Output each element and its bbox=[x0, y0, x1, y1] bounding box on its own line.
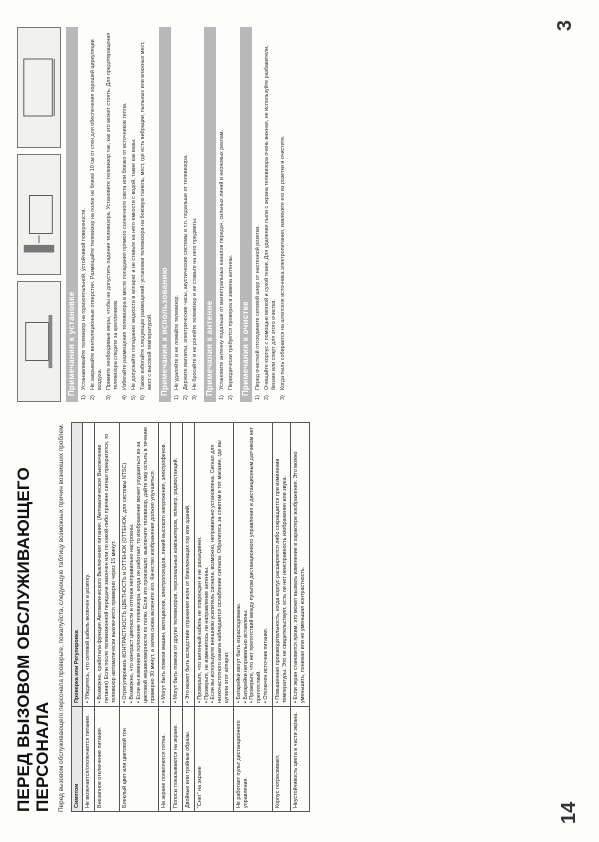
section-body bbox=[216, 27, 235, 402]
item-number: 1) bbox=[174, 395, 180, 400]
item-text: Когда пыль собирается на штепселе источника электропитания, извлеките его из розетки и очистите. bbox=[280, 135, 286, 390]
table-header-row bbox=[72, 423, 83, 812]
check-item: • Могут быть помехи машин, мотоциклов, электропоездов, линий высокого напряжения, электрофенов. bbox=[161, 426, 168, 703]
table-row bbox=[272, 423, 291, 812]
page-title bbox=[14, 422, 52, 812]
check-list bbox=[293, 426, 307, 703]
item-text: Периодически требуется проверка и замена антенны. bbox=[228, 254, 234, 390]
numbered-item bbox=[264, 29, 278, 400]
symptom-cell: Неустойчивость цвета в части экрана. bbox=[291, 706, 310, 811]
item-text: Не допускайте попадания жидкости в аппарат и не ставьте на него емкости с водой, такие как вазы. bbox=[131, 138, 137, 390]
check-item: • Это может быть вследствие отражения волн от близлежащих гор или зданий. bbox=[185, 426, 192, 703]
notes-sections bbox=[66, 27, 287, 402]
symptom-cell: "Снег" на экране bbox=[194, 706, 233, 811]
symptom-cell: Корпус потрескивает. bbox=[272, 706, 291, 811]
item-text: Не закрывайте вентиляционные отверстия. Размещайте телевизор на полке не ближе 10 см от стен для обеспечения хорошей циркуляции воздуха. bbox=[90, 39, 103, 390]
numbered-item bbox=[183, 29, 190, 400]
check-list bbox=[97, 426, 117, 703]
check-item: • Если вы используете внешнюю усилитель сигнала, возможно, неправильно установлена. Сигнал для низкочастотного канала наблюдается ослабление сигнала. Обратитесь за советом в тот магазин, где вы купили этот аппарат. bbox=[210, 426, 230, 703]
symptom-cell: Не включается/отключается питание. bbox=[83, 706, 95, 811]
symptom-cell: Блеклый цвет или цветовой тон bbox=[120, 706, 159, 811]
check-item: • Возможно, что контраст цветности и оттенок неправильно настроены. bbox=[129, 426, 136, 703]
numbered-item bbox=[228, 29, 235, 400]
numbered-item bbox=[106, 29, 120, 400]
check-list bbox=[236, 426, 270, 703]
item-number: 4) bbox=[122, 395, 128, 400]
numbered-item bbox=[140, 29, 154, 400]
check-item: • Могут быть помехи от других телевизоров, персональных компьютеров, телеигр, радиостанций. bbox=[173, 426, 180, 703]
title-line-2: ПЕРСОНАЛА bbox=[33, 701, 52, 812]
check-cell bbox=[291, 423, 310, 707]
symptom-cell: На экране появляются пятна. bbox=[159, 706, 171, 811]
numbered-item bbox=[131, 29, 138, 400]
table-row bbox=[182, 423, 194, 812]
item-text: Избегайте размещения телевизора в месте попадания прямого солнечного света или близко от источников тепла. bbox=[122, 102, 128, 390]
check-list bbox=[122, 426, 156, 703]
check-cell bbox=[171, 423, 183, 707]
troubleshooting-table bbox=[71, 422, 310, 812]
section-body bbox=[78, 27, 154, 402]
check-item: • Отрегулировать КОНТРАСТНОСТЬ ЦВЕТНОСТЬ и ОТТЕНОК (ОТТЕНОК, для системы NTSC) bbox=[122, 426, 129, 703]
page-number-right: 3 bbox=[554, 20, 576, 32]
item-number: 1) bbox=[81, 395, 87, 400]
item-number: 6) bbox=[140, 395, 146, 400]
check-list bbox=[197, 426, 231, 703]
item-number: 3) bbox=[106, 395, 112, 400]
symptom-cell: Двойные или тройные образы. bbox=[182, 706, 194, 811]
table-row bbox=[159, 423, 171, 812]
check-cell bbox=[83, 423, 95, 707]
table-row bbox=[120, 423, 159, 812]
numbered-item bbox=[81, 29, 88, 400]
intro-text: Перед вызовом обслуживающего персонала проверьте, пожалуйста, следующую таблицу возможных причин возникших проблем. bbox=[58, 423, 65, 812]
item-text: Установите антенну подальше от магистральных каналов передач, сильных линий и неоновых реклам. bbox=[219, 130, 225, 390]
check-cell bbox=[233, 423, 272, 707]
page-number-left: 14 bbox=[558, 801, 580, 824]
numbered-item bbox=[280, 29, 287, 400]
numbered-item bbox=[90, 29, 104, 400]
item-text: Перед очисткой отсоедините сетевой шнур от настенной розетки. bbox=[255, 225, 261, 390]
table-row bbox=[233, 423, 272, 812]
check-list bbox=[173, 426, 180, 703]
item-number: 5) bbox=[131, 395, 137, 400]
table-row bbox=[194, 423, 233, 812]
numbered-item bbox=[219, 29, 226, 400]
check-cell bbox=[194, 423, 233, 707]
check-item: • Убедитесь, что сетевой кабель включен в розетку. bbox=[85, 426, 92, 703]
check-cell bbox=[95, 423, 120, 707]
table-body bbox=[83, 423, 310, 812]
table-row bbox=[95, 423, 120, 812]
check-item: • Если экран становится ярким, это может вызвать изменение в характере изображения. Это можно уменьшить, понижая или не уменьшая контрастность. bbox=[293, 426, 307, 703]
check-item: • Проверьте, что антенный кабель не поврежден и не разъединен. bbox=[197, 426, 204, 703]
ventilation-illustration bbox=[17, 154, 61, 275]
installation-notes-page bbox=[14, 27, 574, 402]
item-number: 3) bbox=[192, 395, 198, 400]
table-row bbox=[83, 423, 95, 812]
table-row bbox=[291, 423, 310, 812]
item-number: 2) bbox=[90, 395, 96, 400]
header-symptom: Симптом bbox=[72, 706, 83, 811]
symptom-cell: Внезапное отключение питания. bbox=[95, 706, 120, 811]
check-item: • Повышенная производительность, когда корпус расширяется либо сокращается при изменении температуры. Это не свидетельствует, есть ли нет неисправность изображения или звука. bbox=[275, 426, 289, 703]
item-number: 3) bbox=[280, 395, 286, 400]
symptom-cell: Полосы показываются на экране. bbox=[171, 706, 183, 811]
section-heading: Примечания к установке bbox=[66, 27, 78, 402]
check-item: • Если вы изменили положение телевизора, когда он работает, то изображение может ухудшиться из-за цветовой неравномерности по полю. Если это произошло, выключите телевизор, дайте ему остыть в течение примерно 30 минут, а затем снова включите его. Качество изображения должно улучшиться. bbox=[136, 426, 156, 703]
check-cell bbox=[120, 423, 159, 707]
check-item: • Батарейки неправильно вставлены. bbox=[243, 426, 250, 703]
numbered-item bbox=[122, 29, 129, 400]
item-text: Также избегайте следующих размещений: установки телевизора на боковую панель, мест, где есть вибрации, пыльных или влажных мест, мест с высокой температурой. bbox=[140, 41, 153, 390]
item-text: Примите необходимые меры, чтобы не допустить падения телевизора. Установите телевизор так, как это может стоять. Для предотвращения телевизора следите за креплением. bbox=[106, 32, 119, 390]
item-text: Держите магниты, электрические часы, акустические системы и т.п. подальше от телевизора. bbox=[183, 154, 189, 390]
item-number: 1) bbox=[255, 395, 261, 400]
check-item: • Отключен источник питания. bbox=[263, 426, 270, 703]
item-text: Не удаляйте и не ломайте телевизор. bbox=[174, 295, 180, 390]
check-cell bbox=[182, 423, 194, 707]
section-body bbox=[171, 27, 199, 402]
section-heading: Примечания к антенне bbox=[204, 27, 216, 402]
numbered-item bbox=[192, 29, 199, 400]
section-heading: Примечания к очистке bbox=[240, 27, 252, 402]
item-number: 2) bbox=[183, 395, 189, 400]
check-cell bbox=[272, 423, 291, 707]
troubleshooting-page bbox=[14, 422, 574, 812]
check-item: • Возможно, сработала функция Автоматического Выключения питания. (Автоматическое Выключение питания) Если после телевизионной передачи закончен или по какой-либо причине сигнал прекратится, то телевизор автоматически выключится примерно через 15 минут. bbox=[97, 426, 117, 703]
illustration-row bbox=[17, 27, 61, 402]
item-number: 2) bbox=[264, 395, 270, 400]
check-cell bbox=[159, 423, 171, 707]
symptom-cell: Не работает пульт дистанционного управления. bbox=[233, 706, 272, 811]
check-item: • Проверьте, не изменилось ли направление антенны. bbox=[204, 426, 211, 703]
numbered-item bbox=[255, 29, 262, 400]
check-item: • Проверьте, что нет препятствий между пультом дистанционного управления и дистанционным датчиком нет препятствий. bbox=[249, 426, 263, 703]
header-check: Проверка или Регулировка bbox=[72, 423, 83, 707]
item-number: 2) bbox=[228, 395, 234, 400]
tv-mounting-illustration bbox=[17, 27, 61, 148]
check-list bbox=[161, 426, 168, 703]
section-body bbox=[252, 27, 287, 402]
table-row bbox=[171, 423, 183, 812]
section-heading: Примечания к использованию bbox=[159, 27, 171, 402]
check-list bbox=[185, 426, 192, 703]
check-list bbox=[275, 426, 289, 703]
numbered-item bbox=[174, 29, 181, 400]
check-item: • Батарейки могут быть израсходованы. bbox=[236, 426, 243, 703]
check-list bbox=[85, 426, 92, 703]
item-text: Устанавливайте телевизор на горизонтальной, устойчивой поверхности. bbox=[81, 208, 87, 390]
title-line-1: ПЕРЕД ВЫЗОВОМ ОБСЛУЖИВАЮЩЕГО bbox=[14, 467, 33, 812]
tv-on-stand-illustration bbox=[17, 281, 61, 402]
item-text: Не бросайте и не роняйте телевизор и не ставьте на него предметы. bbox=[192, 217, 198, 390]
item-number: 1) bbox=[219, 395, 225, 400]
item-text: Очищайте корпус с помощью мягкой и сухой ткани. Для удаления пыли с экрана телевизора очень важная, не используйте разбавители, бензин или спирт для этого очистки. bbox=[264, 45, 277, 390]
